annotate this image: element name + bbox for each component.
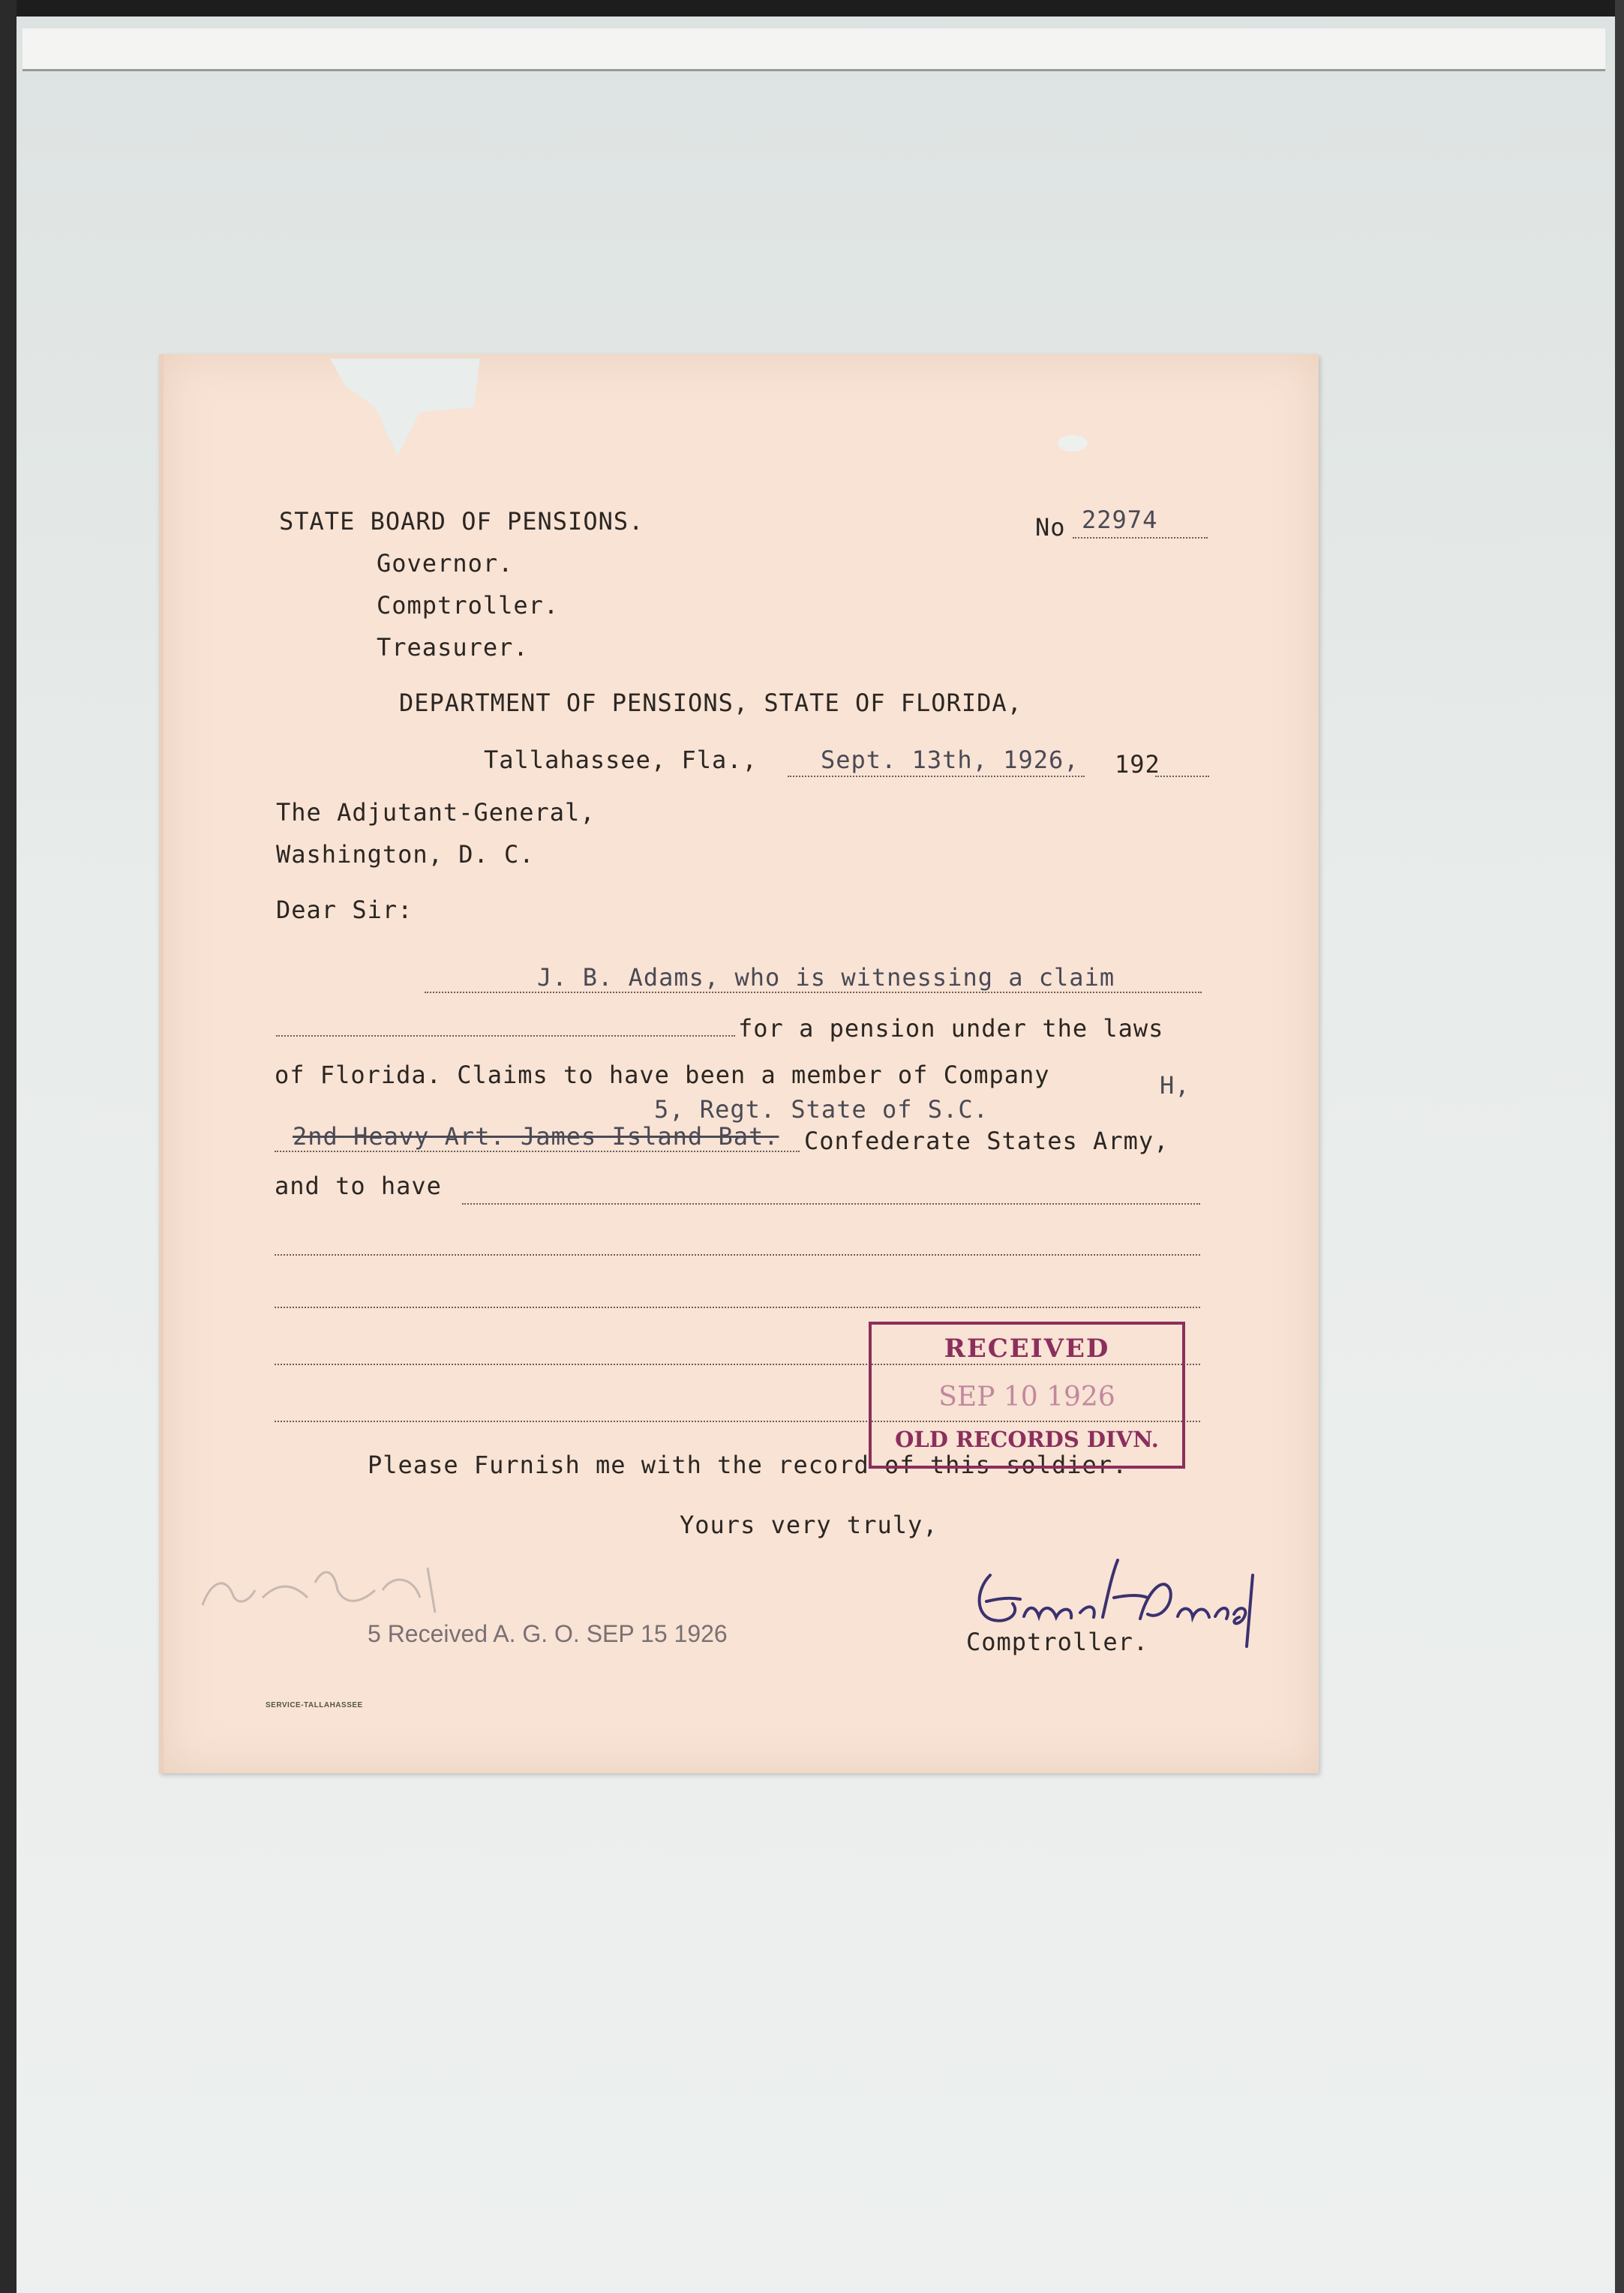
date-value: Sept. 13th, 1926, — [821, 746, 1079, 774]
body-line-2-rule — [276, 1035, 735, 1037]
scanner-right-edge — [1615, 0, 1624, 2293]
addressee-line-1: The Adjutant-General, — [276, 798, 596, 827]
number-value: 22974 — [1082, 506, 1158, 534]
and-to-have: and to have — [275, 1172, 442, 1200]
ago-received-stamp: 5 Received A. G. O. SEP 15 1926 — [368, 1620, 728, 1647]
body-line-3: of Florida. Claims to have been a member of Company — [275, 1061, 1050, 1089]
paper-strip — [23, 29, 1605, 71]
request-line: Please Furnish me with the record of this soldier. — [368, 1451, 1128, 1479]
member-comptroller: Comptroller. — [377, 591, 560, 620]
paper-hole — [1058, 435, 1088, 452]
faint-pencil-signature — [195, 1538, 458, 1620]
blank-line-2 — [275, 1254, 1200, 1256]
comptroller-signature — [968, 1545, 1260, 1650]
addressee-line-2: Washington, D. C. — [276, 840, 535, 869]
stamp-division: OLD RECORDS DIVN. — [895, 1427, 1159, 1452]
regiment-value: 5, Regt. State of S.C. — [654, 1095, 989, 1124]
member-treasurer: Treasurer. — [377, 633, 529, 662]
year-prefix: 192 — [1115, 750, 1160, 779]
number-label: No — [1035, 513, 1066, 542]
unit-fill: 2nd Heavy Art. James Island Bat. — [293, 1122, 779, 1151]
claimant-line — [425, 992, 1202, 993]
stamp-title: RECEIVED — [944, 1334, 1110, 1364]
member-governor: Governor. — [377, 549, 514, 578]
department-heading: DEPARTMENT OF PENSIONS, STATE OF FLORIDA, — [399, 689, 1022, 717]
army-text: Confederate States Army, — [804, 1127, 1169, 1155]
body-line-2: for a pension under the laws — [738, 1014, 1164, 1043]
printer-mark: SERVICE-TALLAHASSEE — [266, 1701, 363, 1709]
claimant-fill: J. B. Adams, who is witnessing a claim — [537, 963, 1115, 992]
date-line — [788, 776, 1085, 777]
blank-line-1 — [462, 1203, 1200, 1205]
year-line — [1155, 776, 1209, 777]
board-heading: STATE BOARD OF PENSIONS. — [279, 507, 644, 536]
stamp-date: SEP 10 1926 — [938, 1382, 1115, 1412]
company-value: H, — [1160, 1071, 1190, 1100]
received-stamp — [869, 1322, 1185, 1469]
scanner-left-edge — [0, 0, 17, 2293]
closing: Yours very truly, — [680, 1511, 938, 1539]
salutation: Dear Sir: — [276, 896, 413, 924]
blank-line-3 — [275, 1307, 1200, 1308]
place-label: Tallahassee, Fla., — [484, 746, 758, 774]
unit-line — [275, 1151, 800, 1152]
signer-title: Comptroller. — [966, 1628, 1149, 1656]
scanner-top-edge — [0, 0, 1624, 17]
number-line — [1073, 537, 1208, 539]
